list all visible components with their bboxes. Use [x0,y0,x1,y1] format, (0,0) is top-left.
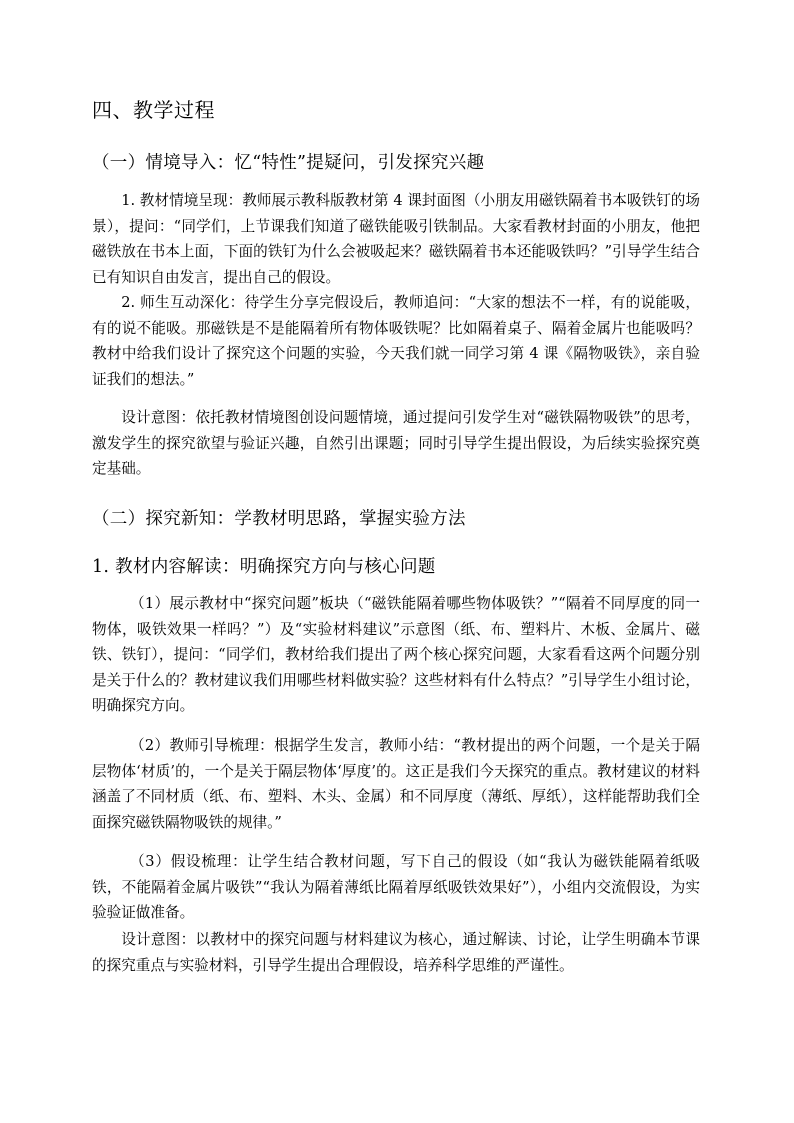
part1-heading: （一）情境导入：忆“特性”提疑问，引发探究兴趣 [92,153,485,173]
part1-paragraph-1: 1. 教材情境呈现：教师展示教科版教材第 4 课封面图（小朋友用磁铁隔着书本吸铁钉的场景），提问：“同学们，上节课我们知道了磁铁能吸引铁制品。大家看教材封面的小朋友，他把磁铁放在书本上面，下面的铁钉为什么会被吸起来？磁铁隔着书本还能吸铁吗？”引导学生结合已有知识自由发言，提出自己的假设。 [92,192,700,286]
section-title: 四、教学过程 [92,98,215,122]
part2-subheading: 1. 教材内容解读：明确探究方向与核心问题 [92,557,436,577]
part2-paragraph-3: （3）假设梳理：让学生结合教材问题，写下自己的假设（如“我认为磁铁能隔着纸吸铁，不能隔着金属片吸铁”“我认为隔着薄纸比隔着厚纸吸铁效果好”），小组内交流假设，为实验验证做准备。 [92,853,700,921]
part2-design-intent: 设计意图：以教材中的探究问题与材料建议为核心，通过解读、讨论，让学生明确本节课的探究重点与实验材料，引导学生提出合理假设，培养科学思维的严谨性。 [92,931,700,974]
part2-paragraph-1: （1）展示教材中“探究问题”板块（“磁铁能隔着哪些物体吸铁？”“隔着不同厚度的同一物体，吸铁效果一样吗？”）及“实验材料建议”示意图（纸、布、塑料片、木板、金属片、磁铁、铁钉），提问：“同学们，教材给我们提出了两个核心探究问题，大家看看这两个问题分别是关于什么的？教材建议我们用哪些材料做实验？这些材料有什么特点？”引导学生小组讨论，明确探究方向。 [92,595,700,714]
part1-paragraph-2: 2. 师生互动深化：待学生分享完假设后，教师追问：“大家的想法不一样，有的说能吸，有的说不能吸。那磁铁是不是能隔着所有物体吸铁呢？比如隔着桌子、隔着金属片也能吸吗？教材中给我们设计了探究这个问题的实验，今天我们就一同学习第 4 课《隔物吸铁》，亲自验证我们的想法。” [92,294,700,388]
part2-paragraph-2: （2）教师引导梳理：根据学生发言，教师小结：“教材提出的两个问题，一个是关于隔层物体‘材质’的，一个是关于隔层物体‘厚度’的。这正是我们今天探究的重点。教材建议的材料涵盖了不同材质（纸、布、塑料、木头、金属）和不同厚度（薄纸、厚纸），这样能帮助我们全面探究磁铁隔物吸铁的规律。” [92,737,700,831]
part2-heading: （二）探究新知：学教材明思路，掌握实验方法 [92,509,466,529]
part1-design-intent: 设计意图：依托教材情境图创设问题情境，通过提问引发学生对“磁铁隔物吸铁”的思考，激发学生的探究欲望与验证兴趣，自然引出课题；同时引导学生提出假设，为后续实验探究奠定基础。 [92,409,700,477]
